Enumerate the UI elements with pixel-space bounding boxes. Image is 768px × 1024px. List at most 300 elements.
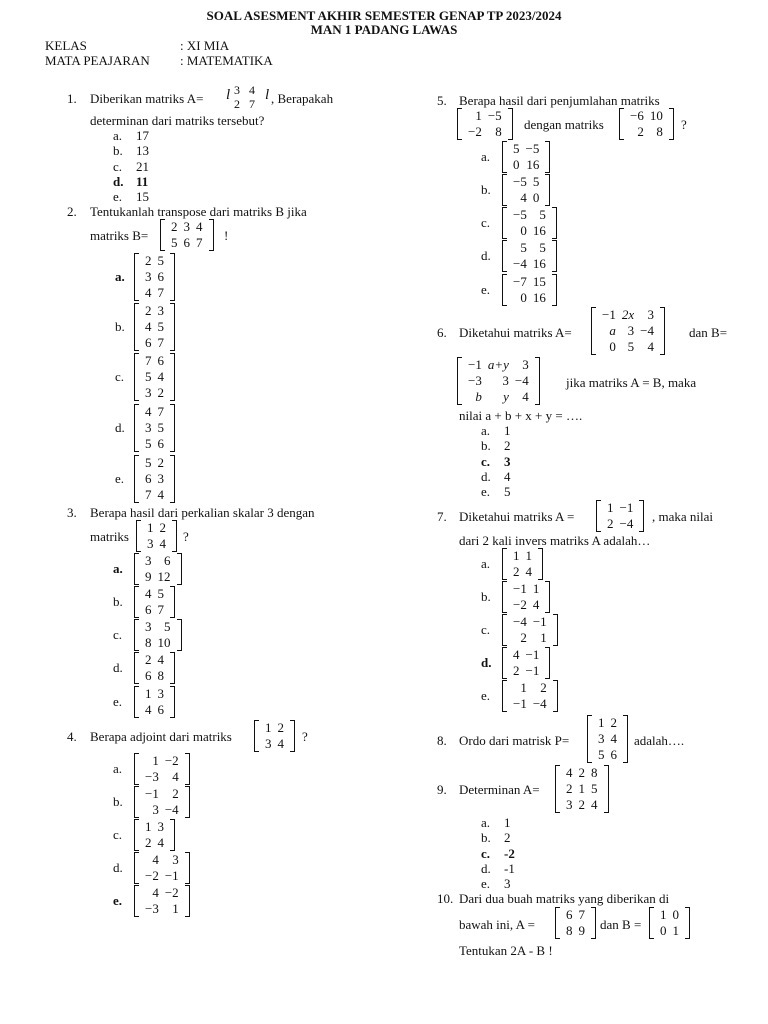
matrix-bracket: l	[265, 87, 270, 103]
matrix-cell: 3	[566, 797, 573, 812]
matrix-cell: 16	[532, 223, 546, 238]
matrix	[134, 885, 190, 917]
option-value: 5	[504, 484, 511, 499]
matrix-row: 2 7	[234, 97, 255, 111]
matrix-left-bracket	[134, 353, 139, 401]
matrix	[502, 274, 557, 306]
option-letter: d.	[481, 655, 492, 670]
matrix	[134, 686, 175, 718]
matrix-cell: 4	[647, 339, 654, 354]
matrix-cell: 2x	[621, 307, 635, 322]
matrix	[254, 720, 295, 752]
option-letter: e.	[481, 484, 491, 499]
matrix-cell: 2	[172, 786, 179, 801]
option-letter: c.	[481, 454, 491, 469]
matrix-right-bracket	[170, 303, 175, 351]
matrix	[596, 500, 644, 532]
matrix-cell: 5	[539, 240, 546, 255]
matrix-cell: b	[475, 389, 482, 404]
matrix-cell: 2	[145, 835, 152, 850]
matrix-cell: 1	[660, 907, 667, 922]
matrix-cell: 7	[578, 907, 585, 922]
matrix-cell: 4	[157, 487, 164, 502]
matrix	[502, 548, 543, 580]
option-letter: a.	[113, 761, 123, 776]
matrix-cell: 5	[591, 781, 598, 796]
mapel-label: MATA PEAJARAN	[45, 53, 150, 68]
matrix-cell: 2	[578, 797, 585, 812]
matrix	[134, 404, 175, 452]
question-number: 8.	[437, 733, 447, 748]
matrix-left-bracket	[457, 108, 462, 140]
matrix-cell: 5	[157, 586, 164, 601]
matrix-cell: −1	[164, 868, 179, 883]
matrix-left-bracket	[502, 548, 507, 580]
option-letter: a.	[481, 423, 491, 438]
matrix-cell: 7	[196, 235, 203, 250]
matrix	[502, 680, 558, 712]
matrix-cell: 4	[152, 852, 159, 867]
option-letter: b.	[481, 182, 491, 197]
matrix-cell: 6	[157, 269, 164, 284]
question-number: 7.	[437, 509, 447, 524]
matrix-cell: 5	[513, 141, 520, 156]
matrix-cell: −1	[619, 500, 634, 515]
matrix-cell: −1	[525, 647, 540, 662]
matrix-cell: 3	[627, 323, 635, 338]
matrix-right-bracket	[185, 753, 190, 785]
matrix-right-bracket	[553, 680, 558, 712]
matrix	[134, 586, 175, 618]
option-letter: a.	[481, 149, 491, 164]
matrix-cell: 4	[522, 389, 529, 404]
question-number: 5.	[437, 93, 447, 108]
matrix-cell: a+y	[487, 357, 509, 372]
matrix-cell: a	[609, 323, 616, 338]
option-letter: a.	[115, 269, 125, 284]
matrix-cell: 4	[152, 885, 159, 900]
question-text: Diketahui matriks A=	[459, 325, 572, 340]
matrix-cell: 3	[145, 385, 152, 400]
option-letter: b.	[113, 594, 123, 609]
matrix-cell: 8	[566, 923, 573, 938]
matrix-cell: 3	[522, 357, 529, 372]
matrix-cell: 16	[526, 157, 540, 172]
matrix-cell: 7	[157, 335, 164, 350]
matrix-cell: 15	[532, 274, 546, 289]
matrix-right-bracket	[538, 548, 543, 580]
matrix-cell: 2	[520, 630, 527, 645]
matrix-cell: 5	[145, 436, 152, 451]
matrix-right-bracket	[604, 765, 609, 813]
option-letter: a.	[481, 556, 491, 571]
matrix	[134, 619, 182, 651]
matrix-cell: 4	[157, 835, 164, 850]
matrix-cell: 3	[502, 373, 509, 388]
matrix-cell: 4	[145, 285, 152, 300]
option-letter: d.	[481, 248, 491, 263]
matrix-cell: 6	[145, 335, 152, 350]
matrix-right-bracket	[177, 619, 182, 651]
matrix-cell: 6	[145, 602, 152, 617]
option-letter: d.	[113, 660, 123, 675]
matrix-cell: 8	[145, 635, 152, 650]
question-text: Berapa hasil dari perkalian skalar 3 dengan	[90, 505, 315, 520]
matrix-cell: 6	[157, 702, 164, 717]
option-value: 17	[136, 128, 149, 143]
question-text: Berapa adjoint dari matriks	[90, 729, 232, 744]
matrix-cell: 4	[532, 597, 540, 612]
matrix-cell: 1	[147, 520, 154, 535]
matrix-left-bracket	[502, 240, 507, 272]
matrix-cell: 1	[475, 108, 482, 123]
matrix-cell: 4	[159, 536, 166, 551]
matrix-cell: −2	[145, 868, 159, 883]
matrix-cell: 0	[520, 223, 527, 238]
option-value: 1	[504, 815, 511, 830]
matrix-right-bracket	[177, 553, 182, 585]
matrix-cell: −3	[468, 373, 482, 388]
matrix-cell: −1	[602, 307, 616, 322]
matrix-left-bracket	[134, 819, 139, 851]
matrix-right-bracket	[552, 207, 557, 239]
matrix-cell: −5	[525, 141, 540, 156]
matrix-cell: −1	[145, 786, 159, 801]
option-letter: e.	[113, 189, 123, 204]
school-name: MAN 1 PADANG LAWAS	[310, 22, 458, 37]
option-letter: c.	[115, 369, 125, 384]
matrix-cell: 2	[171, 219, 178, 234]
matrix-cell: 7	[145, 487, 152, 502]
matrix	[502, 581, 550, 613]
matrix-right-bracket	[639, 500, 644, 532]
matrix	[134, 353, 175, 401]
matrix-cell: 4	[525, 564, 532, 579]
question-text: dengan matriks	[524, 117, 604, 132]
option-value: -2	[504, 846, 515, 861]
matrix-cell: −4	[513, 256, 527, 271]
matrix-cell: 5	[627, 339, 635, 354]
matrix-cell: 2	[513, 564, 520, 579]
option-value: 1	[504, 423, 511, 438]
matrix-cell: 5	[157, 253, 164, 268]
matrix	[160, 219, 214, 251]
question-text: Ordo dari matrisk P=	[459, 733, 570, 748]
matrix-cell: 6	[610, 747, 617, 762]
matrix-cell: 1	[672, 923, 679, 938]
matrix-cell: y	[503, 389, 509, 404]
matrix-right-bracket	[170, 819, 175, 851]
matrix-cell: 4	[610, 731, 617, 746]
matrix-cell: −5	[513, 174, 527, 189]
matrix-cell: 6	[157, 436, 164, 451]
option-letter: c.	[481, 846, 491, 861]
matrix-right-bracket	[170, 404, 175, 452]
matrix-left-bracket	[502, 614, 507, 646]
matrix-cell: 3	[145, 619, 152, 634]
question-text: determinan dari matriks tersebut?	[90, 113, 265, 128]
option-letter: d.	[113, 174, 124, 189]
matrix	[502, 207, 557, 239]
matrix-cell: 3	[647, 307, 654, 322]
matrix-left-bracket	[502, 274, 507, 306]
matrix-cell: 9	[578, 923, 585, 938]
matrix-cell: 2	[157, 455, 164, 470]
option-letter: d.	[113, 860, 123, 875]
matrix-cell: 2	[277, 720, 284, 735]
matrix-cell: −3	[145, 901, 159, 916]
option-letter: e.	[113, 893, 123, 908]
matrix-cell: 8	[157, 668, 164, 683]
matrix-cell: 0	[672, 907, 679, 922]
matrix-cell: 1	[152, 753, 159, 768]
matrix-cell: 5	[157, 319, 164, 334]
matrix-left-bracket	[134, 253, 139, 301]
matrix-cell: 12	[157, 569, 171, 584]
matrix-right-bracket	[290, 720, 295, 752]
matrix-cell: 1	[513, 548, 520, 563]
matrix-left-bracket	[134, 303, 139, 351]
matrix-left-bracket	[134, 786, 139, 818]
matrix-cell: −4	[164, 802, 179, 817]
matrix	[134, 455, 175, 503]
matrix-right-bracket	[209, 219, 214, 251]
matrix-cell: −3	[145, 769, 159, 784]
matrix-cell: −5	[487, 108, 502, 123]
matrix-cell: 10	[157, 635, 171, 650]
matrix-cell: 3	[147, 536, 154, 551]
option-letter: c.	[113, 159, 123, 174]
matrix-cell: 1	[145, 686, 152, 701]
matrix-left-bracket	[596, 500, 601, 532]
exam-title: SOAL ASESMENT AKHIR SEMESTER GENAP TP 2023/2024	[206, 8, 562, 23]
matrix-cell: 6	[566, 907, 573, 922]
matrix-left-bracket	[502, 647, 507, 679]
matrix	[134, 819, 175, 851]
question-number: 3.	[67, 505, 77, 520]
matrix-right-bracket	[170, 253, 175, 301]
option-letter: b.	[481, 830, 491, 845]
matrix	[134, 852, 190, 884]
matrix-cell: 3	[157, 819, 164, 834]
matrix-cell: −4	[514, 373, 529, 388]
matrix	[134, 553, 182, 585]
matrix-right-bracket	[545, 174, 550, 206]
matrix-cell: 4	[145, 702, 152, 717]
matrix	[134, 786, 190, 818]
matrix-right-bracket	[170, 455, 175, 503]
matrix-cell: 4	[157, 369, 164, 384]
matrix-cell: −6	[630, 108, 644, 123]
matrix-cell: 2	[145, 253, 152, 268]
matrix-cell: 2	[578, 765, 585, 780]
matrix-cell: 9	[145, 569, 152, 584]
matrix-row: 3 4	[234, 83, 255, 97]
matrix-cell: 2	[610, 715, 617, 730]
matrix-cell: 4	[513, 647, 520, 662]
matrix-cell: 8	[495, 124, 502, 139]
option-letter: b.	[481, 438, 491, 453]
option-letter: c.	[481, 215, 491, 230]
matrix-cell: 4	[277, 736, 284, 751]
matrix-cell: 7	[145, 353, 152, 368]
matrix	[457, 108, 513, 140]
matrix-cell: 4	[145, 404, 152, 419]
option-value: 21	[136, 159, 149, 174]
question-text: ?	[302, 729, 308, 744]
matrix-left-bracket	[136, 520, 141, 552]
option-letter: b.	[113, 143, 123, 158]
matrix-cell: 3	[265, 736, 272, 751]
matrix-cell: 4	[520, 190, 527, 205]
option-letter: c.	[113, 827, 123, 842]
matrix-right-bracket	[553, 614, 558, 646]
matrix	[502, 614, 558, 646]
matrix-cell: 4	[145, 586, 152, 601]
matrix-right-bracket	[545, 141, 550, 173]
matrix-cell: 2	[145, 652, 152, 667]
matrix-right-bracket	[669, 108, 674, 140]
question-text: matriks B=	[90, 228, 149, 243]
question-text: !	[224, 228, 229, 243]
matrix-right-bracket	[172, 520, 177, 552]
matrix-cell: −1	[532, 614, 547, 629]
matrix	[502, 141, 550, 173]
matrix-cell: 2	[637, 124, 644, 139]
question-text: , maka nilai	[652, 509, 714, 524]
matrix-cell: 1	[540, 630, 547, 645]
matrix-cell: 3	[157, 471, 164, 486]
matrix-cell: 2	[513, 663, 520, 678]
matrix-cell: 6	[183, 235, 190, 250]
matrix-left-bracket	[502, 174, 507, 206]
matrix-cell: 4	[566, 765, 573, 780]
matrix-cell: 2	[159, 520, 166, 535]
matrix-cell: 3	[157, 303, 164, 318]
matrix	[457, 357, 540, 405]
matrix-left-bracket	[502, 680, 507, 712]
option-letter: d.	[481, 861, 491, 876]
matrix-left-bracket	[591, 307, 596, 355]
matrix-cell: 6	[145, 471, 152, 486]
matrix-left-bracket	[254, 720, 259, 752]
matrix-cell: 7	[157, 404, 164, 419]
option-letter: a.	[481, 815, 491, 830]
matrix	[649, 907, 690, 939]
matrix-right-bracket	[185, 852, 190, 884]
matrix-left-bracket	[134, 619, 139, 651]
matrix-right-bracket	[545, 581, 550, 613]
matrix-cell: 1	[172, 901, 179, 916]
matrix-right-bracket	[591, 907, 596, 939]
matrix-cell: −2	[468, 124, 482, 139]
question-text: adalah….	[634, 733, 685, 748]
option-value: 2	[504, 438, 511, 453]
question-text: Diberikan matriks A=	[90, 91, 204, 106]
matrix-cell: 16	[532, 290, 546, 305]
option-value: 11	[136, 174, 149, 189]
matrix-cell: −1	[513, 581, 527, 596]
option-letter: e.	[113, 694, 123, 709]
matrix-bracket: l	[226, 87, 231, 103]
matrix-left-bracket	[555, 765, 560, 813]
matrix-cell: 3	[183, 219, 190, 234]
matrix-cell: 2	[566, 781, 573, 796]
matrix	[134, 253, 175, 301]
matrix-cell: 16	[532, 256, 546, 271]
option-value: 15	[136, 189, 149, 204]
matrix-cell: 5	[145, 455, 152, 470]
question-text: Determinan A=	[459, 782, 540, 797]
matrix-cell: −5	[513, 207, 527, 222]
matrix-cell: 4	[196, 219, 203, 234]
matrix-left-bracket	[134, 553, 139, 585]
matrix	[134, 753, 190, 785]
matrix	[134, 303, 175, 351]
matrix	[591, 307, 665, 355]
matrix-cell: −4	[532, 696, 547, 711]
matrix-cell: 1	[265, 720, 272, 735]
matrix-cell: 6	[164, 553, 171, 568]
option-letter: d.	[115, 420, 125, 435]
matrix-right-bracket	[660, 307, 665, 355]
question-number: 6.	[437, 325, 447, 340]
matrix-left-bracket	[134, 852, 139, 884]
matrix-left-bracket	[134, 885, 139, 917]
question-text: Dari dua buah matriks yang diberikan di	[459, 891, 670, 906]
matrix-cell: −1	[525, 663, 540, 678]
matrix-left-bracket	[502, 581, 507, 613]
matrix-cell: 2	[607, 516, 614, 531]
option-letter: e.	[481, 688, 491, 703]
matrix-cell: 1	[525, 548, 532, 563]
matrix-cell: 2	[145, 303, 152, 318]
matrix-cell: 5	[532, 174, 540, 189]
option-letter: e.	[481, 282, 491, 297]
option-letter: c.	[481, 622, 491, 637]
matrix-cell: 4	[145, 319, 152, 334]
option-letter: c.	[113, 627, 123, 642]
matrix-cell: 0	[660, 923, 667, 938]
matrix-cell: 10	[649, 108, 663, 123]
matrix-cell: 3	[145, 420, 152, 435]
question-text: matriks	[90, 529, 129, 544]
matrix-cell: 3	[157, 686, 164, 701]
matrix-left-bracket	[457, 357, 462, 405]
question-text: Berapa hasil dari penjumlahan matriks	[459, 93, 660, 108]
matrix-cell: 1	[532, 581, 540, 596]
question-text: bawah ini, A =	[459, 917, 535, 932]
matrix-cell: 8	[591, 765, 598, 780]
matrix-cell: −4	[513, 614, 527, 629]
matrix-left-bracket	[502, 141, 507, 173]
matrix-right-bracket	[170, 586, 175, 618]
matrix-cell: 7	[157, 602, 164, 617]
matrix-cell: −2	[164, 753, 179, 768]
matrix-cell: 8	[656, 124, 663, 139]
kelas-label: KELAS	[45, 38, 87, 53]
matrix-left-bracket	[587, 715, 592, 763]
question-text: ?	[183, 529, 189, 544]
matrix-cell: 5	[598, 747, 605, 762]
matrix-cell: 1	[578, 781, 585, 796]
option-value: 3	[504, 454, 511, 469]
option-letter: a.	[113, 128, 123, 143]
question-text: dan B=	[689, 325, 728, 340]
question-number: 10.	[437, 891, 454, 906]
matrix-right-bracket	[170, 652, 175, 684]
mapel-value: : MATEMATIKA	[180, 53, 273, 68]
